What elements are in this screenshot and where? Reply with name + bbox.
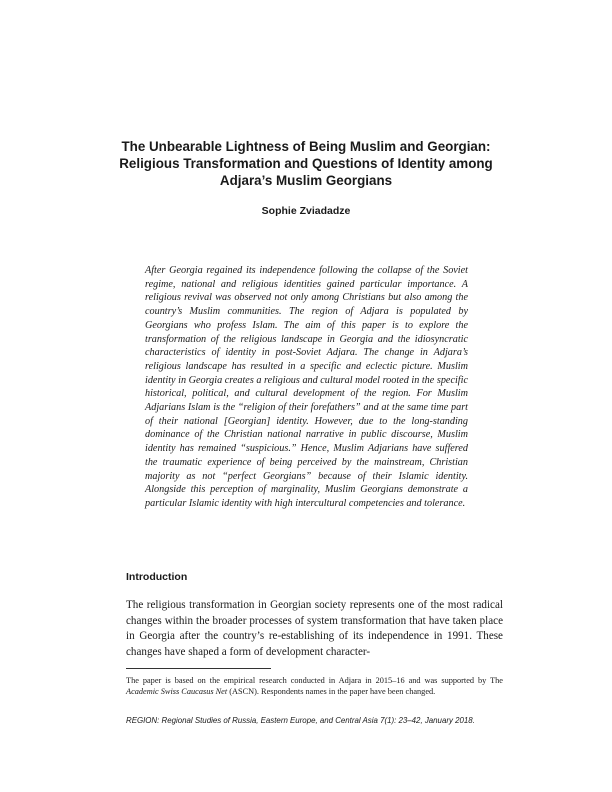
paper-title xyxy=(100,138,512,189)
footnote-text-2: (ASCN). Respondents names in the paper have been changed. xyxy=(227,687,436,696)
footnote-text-1: The paper is based on the empirical research conducted in Adjara in 2015–16 and was supported by The xyxy=(126,676,503,685)
abstract-text: After Georgia regained its independence following the collapse of the Soviet regime, national and religious identities gained particular importance. A religious revival was observed not only among Christians but also among the country’s Muslim communities. The region of Adjara is populated by Georgians who profess Islam. The aim of this paper is to explore the transformation of the religious landscape in Georgia and the idiosyncratic characteristics of identity in post-Soviet Adjara. The change in Adjara’s religious landscape has resulted in a specific and eclectic picture. Muslim identity in Georgia creates a religious and cultural model rooted in the specific historical, political, and cultural development of the region. For Muslim Adjarians Islam is the “religion of their forefathers” and at the same time part of their national [Georgian] identity. However, due to the long-standing dominance of the Christian national narrative in public discourse, Muslim identity has remained “suspicious.” Hence, Muslim Adjarians have suffered the traumatic experience of being perceived by the mainstream, Christian majority as not “perfect Georgians” because of their Islamic identity. Alongside this perception of marginality, Muslim Georgians demonstrate a particular Islamic identity with high intercultural competencies and tolerance. xyxy=(145,265,468,509)
footnote xyxy=(126,675,503,697)
footnote-divider xyxy=(126,668,271,669)
author-name: Sophie Zviadadze xyxy=(261,205,351,217)
title-line-1: The Unbearable Lightness of Being Muslim and Georgian: xyxy=(121,139,491,154)
footnote-organization: Academic Swiss Caucasus Net xyxy=(126,687,228,696)
title-line-2: Religious Transformation and Questions of Identity among xyxy=(119,156,493,171)
title-line-3: Adjara’s Muslim Georgians xyxy=(219,173,393,188)
journal-citation: REGION: Regional Studies of Russia, Eastern Europe, and Central Asia 7(1): 23–42, January 2018. xyxy=(126,716,475,725)
section-heading-introduction: Introduction xyxy=(126,571,188,583)
introduction-paragraph: The religious transformation in Georgian society represents one of the most radical changes within the broader processes of system transformation that have taken place in Georgia after the country’s re-establishing of its independence in 1991. These changes have shaped a form of development character- xyxy=(126,599,503,658)
